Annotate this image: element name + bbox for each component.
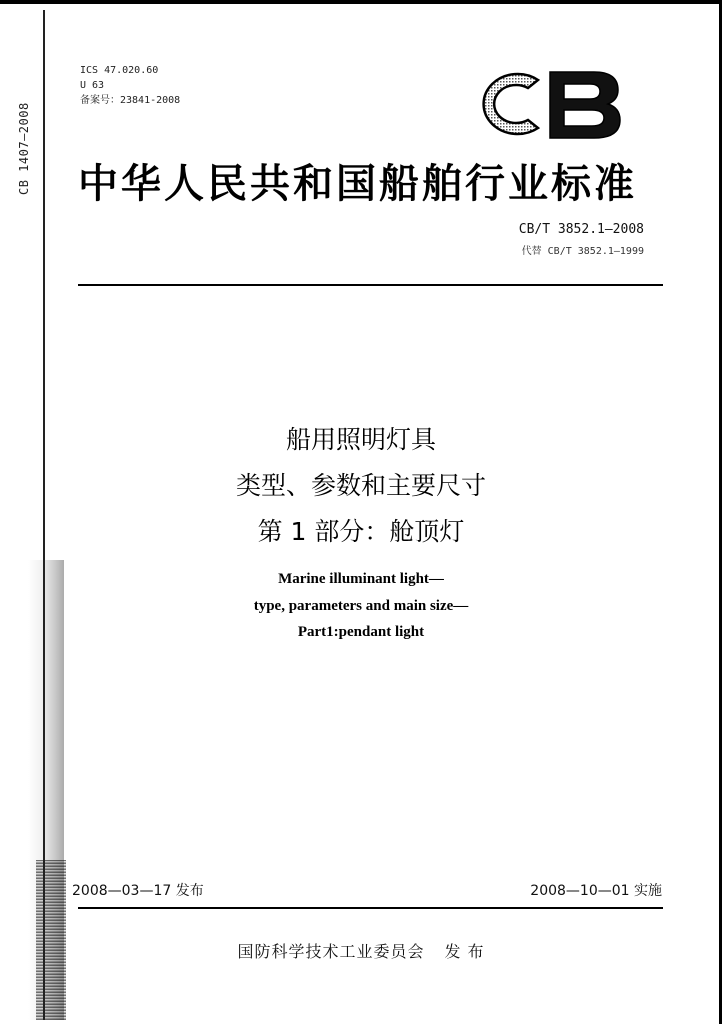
title-cn-line2: 类型、参数和主要尺寸 bbox=[235, 471, 486, 500]
publisher-line bbox=[0, 939, 722, 962]
ics-code: ICS 47.020.60 bbox=[80, 65, 159, 76]
title-cn-line1: 船用照明灯具 bbox=[285, 425, 436, 454]
cb-logo bbox=[476, 66, 622, 142]
replaces-standard: 代替 CB/T 3852.1—1999 bbox=[521, 246, 644, 257]
header-divider bbox=[78, 284, 663, 286]
record-number: 备案号：23841-2008 bbox=[80, 95, 181, 106]
title-en-line2: type, parameters and main size— bbox=[253, 598, 469, 614]
issue-date: 2008—03—17 发布 bbox=[72, 883, 204, 899]
title-en-line3: Part1:pendant light bbox=[297, 624, 425, 640]
class-code: U 63 bbox=[80, 80, 105, 91]
top-border bbox=[0, 0, 722, 4]
side-label: CB 1407—2008 bbox=[17, 102, 31, 195]
footer-divider bbox=[78, 907, 663, 909]
publisher-name: 国防科学技术工业委员会 bbox=[237, 942, 425, 961]
standard-title: 中华人民共和国船舶行业标准 bbox=[78, 161, 637, 207]
title-en-line1: Marine illuminant light— bbox=[278, 571, 444, 587]
title-cn-line3: 第 1 部分：舱顶灯 bbox=[257, 517, 465, 546]
publisher-action: 发 布 bbox=[444, 942, 485, 961]
standard-number: CB/T 3852.1—2008 bbox=[518, 222, 644, 237]
implementation-date: 2008—10—01 实施 bbox=[530, 883, 662, 899]
document-metadata bbox=[80, 63, 180, 108]
